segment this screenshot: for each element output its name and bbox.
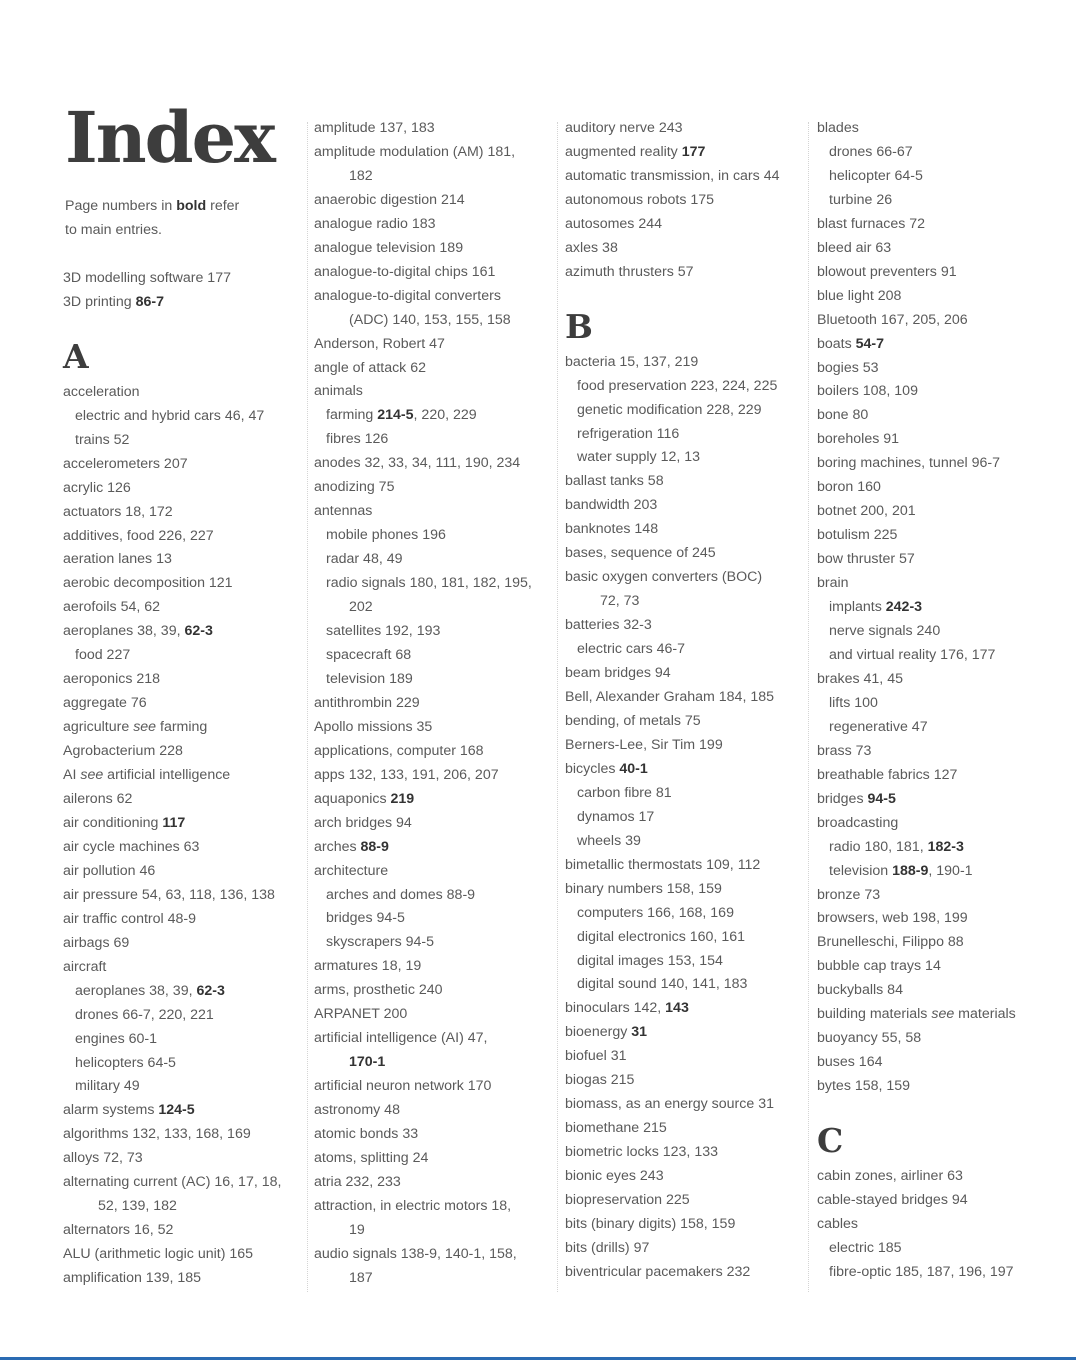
index-entry: bases, sequence of 245 [565,545,716,562]
index-subentry: satellites 192, 193 [326,623,441,640]
index-subentry: digital images 153, 154 [577,952,723,969]
index-entry: blue light 208 [817,287,902,304]
index-entry: 3D modelling software 177 [63,269,231,286]
index-entry: boron 160 [817,479,881,496]
index-entry: axles 38 [565,239,618,256]
index-entry: bits (drills) 97 [565,1239,650,1256]
index-entry: bow thruster 57 [817,551,915,568]
index-entry: analogue-to-digital chips 161 [314,263,496,280]
index-entry: anodes 32, 33, 34, 111, 190, 234 [314,455,521,472]
index-entry: algorithms 132, 133, 168, 169 [63,1126,251,1143]
index-subentry: and virtual reality 176, 177 [829,646,996,663]
index-entry: biomass, as an energy source 31 [565,1096,774,1113]
column-separator [808,122,809,1292]
index-subentry: aeroplanes 38, 39, 62-3 [75,982,225,999]
index-entry: agriculture see farming [63,719,208,736]
index-entry: air conditioning 117 [63,814,186,831]
index-entry: ailerons 62 [63,791,133,808]
index-subentry: electric cars 46-7 [577,641,686,658]
index-column-2 [314,117,550,1291]
index-entry-continuation: 72, 73 [600,593,640,610]
numeric-entries [63,267,303,315]
index-entry: bacteria 15, 137, 219 [565,353,699,370]
index-entry: beam bridges 94 [565,665,671,682]
index-entry: arches 88-9 [314,838,389,855]
index-entry: bicycles 40-1 [565,760,648,777]
index-entry: additives, food 226, 227 [63,527,214,544]
index-entry: anaerobic digestion 214 [314,191,465,208]
index-entry: AI see artificial intelligence [63,767,231,784]
index-entry: botulism 225 [817,527,898,544]
section-letter-c: C [817,1121,844,1161]
index-entry: bubble cap trays 14 [817,958,941,975]
index-entry-continuation: 52, 139, 182 [98,1198,177,1215]
index-entry: bogies 53 [817,359,879,376]
index-subentry: regenerative 47 [829,718,928,735]
index-column-4 [817,117,1057,1285]
index-entry: bridges 94-5 [817,790,896,807]
index-entry: bimetallic thermostats 109, 112 [565,856,761,873]
index-entry: apps 132, 133, 191, 206, 207 [314,766,499,783]
index-entry: cable-stayed bridges 94 [817,1192,968,1209]
index-subentry: mobile phones 196 [326,527,446,544]
index-entry: bending, of metals 75 [565,712,701,729]
index-entry: airbags 69 [63,934,130,951]
index-entry: aerobic decomposition 121 [63,575,233,592]
entries-a [63,381,303,1291]
index-entry: banknotes 148 [565,521,659,538]
index-entry: anodizing 75 [314,479,395,496]
index-subentry: electric 185 [829,1239,902,1256]
index-column-3 [565,117,805,1285]
index-entry: acrylic 126 [63,479,131,496]
index-entry: cabin zones, airliner 63 [817,1168,963,1185]
intro-text: Page numbers in [65,198,177,214]
index-subentry: nerve signals 240 [829,623,941,640]
page-title: Index [65,96,274,179]
index-entry: browsers, web 198, 199 [817,910,968,927]
index-subentry: food preservation 223, 224, 225 [577,377,778,394]
index-entry: artificial neuron network 170 [314,1078,492,1095]
index-entry: boring machines, tunnel 96-7 [817,455,1000,472]
index-entry: biogas 215 [565,1072,635,1089]
index-entry: bronze 73 [817,886,881,903]
index-entry: broadcasting [817,814,899,831]
index-entry: ballast tanks 58 [565,473,664,490]
index-subentry: computers 166, 168, 169 [577,904,734,921]
index-subentry: spacecraft 68 [326,646,412,663]
index-entry: brass 73 [817,742,872,759]
index-entry: Bluetooth 167, 205, 206 [817,311,968,328]
index-entry: acceleration [63,383,140,400]
index-entry: air cycle machines 63 [63,838,200,855]
index-entry: Berners-Lee, Sir Tim 199 [565,736,723,753]
index-subentry: lifts 100 [829,694,878,711]
index-subentry: electric and hybrid cars 46, 47 [75,407,265,424]
index-entry: biopreservation 225 [565,1192,690,1209]
index-entry: augmented reality 177 [565,143,706,160]
index-entry: autosomes 244 [565,215,663,232]
intro-bold-word: bold [176,198,207,214]
index-subentry: turbine 26 [829,191,893,208]
index-entry: boats 54-7 [817,335,885,352]
index-subentry: genetic modification 228, 229 [577,401,762,418]
index-entry: atomic bonds 33 [314,1126,419,1143]
index-entry: boilers 108, 109 [817,383,918,400]
entries-c [817,1165,1057,1285]
index-subentry: engines 60-1 [75,1030,158,1047]
index-entry-continuation: 170-1 [349,1054,386,1071]
entries-b-continued [817,117,1057,1099]
index-column-1 [63,96,303,1291]
index-entry: bone 80 [817,407,869,424]
index-entry-continuation: 182 [349,167,373,184]
index-entry: Brunelleschi, Filippo 88 [817,934,964,951]
column-separator [307,122,308,1292]
index-subentry: digital sound 140, 141, 183 [577,976,748,993]
index-entry: alternators 16, 52 [63,1222,174,1239]
section-letter-a: A [63,336,89,376]
index-entry: alloys 72, 73 [63,1150,143,1167]
section-letter-b: B [565,306,593,346]
index-entry: boreholes 91 [817,431,900,448]
column-separator [557,122,558,1292]
index-entry: bleed air 63 [817,239,892,256]
index-entry: animals [314,383,363,400]
index-entry: antithrombin 229 [314,694,420,711]
index-entry-continuation: (ADC) 140, 153, 155, 158 [349,311,511,328]
index-entry: architecture [314,862,389,879]
index-entry: biofuel 31 [565,1048,627,1065]
index-entry: amplification 139, 185 [63,1270,202,1287]
index-entry: air traffic control 48-9 [63,910,197,927]
index-entry: analogue-to-digital converters [314,287,501,304]
index-entry: attraction, in electric motors 18, [314,1197,512,1214]
index-entry: blowout preventers 91 [817,263,957,280]
index-entry: automatic transmission, in cars 44 [565,167,780,184]
index-entry: buckyballs 84 [817,982,903,999]
index-entry: basic oxygen converters (BOC) [565,569,763,586]
index-entry: applications, computer 168 [314,742,484,759]
index-entry: biventricular pacemakers 232 [565,1263,751,1280]
index-entry: air pollution 46 [63,862,156,879]
index-subentry: wheels 39 [577,832,641,849]
index-entry: atria 232, 233 [314,1173,401,1190]
index-entry: ALU (arithmetic logic unit) 165 [63,1246,254,1263]
index-entry: binoculars 142, 143 [565,1000,689,1017]
index-subentry: military 49 [75,1078,140,1095]
index-entry: brain [817,575,849,592]
index-entry: analogue television 189 [314,239,464,256]
index-entry-continuation: 19 [349,1221,365,1238]
page-bottom-rule [0,1357,1076,1360]
entries-b [565,351,805,1285]
index-entry-continuation: 202 [349,599,373,616]
entries-a-continued [565,117,805,285]
index-entry: blast furnaces 72 [817,215,926,232]
index-entry: batteries 32-3 [565,617,652,634]
index-entry: actuators 18, 172 [63,503,173,520]
index-entry: azimuth thrusters 57 [565,263,694,280]
index-entry: autonomous robots 175 [565,191,715,208]
index-entry: bioenergy 31 [565,1024,648,1041]
index-entry: angle of attack 62 [314,359,427,376]
index-entry: accelerometers 207 [63,455,188,472]
index-entry: breathable fabrics 127 [817,766,958,783]
index-entry: ARPANET 200 [314,1006,408,1023]
index-entry: aeroponics 218 [63,671,161,688]
index-entry: cables [817,1215,859,1232]
intro-text: to main entries. [65,221,162,238]
index-entry: buoyancy 55, 58 [817,1030,922,1047]
index-subentry: helicopters 64-5 [75,1054,176,1071]
index-subentry: farming 214-5, 220, 229 [326,407,477,424]
index-entry: aggregate 76 [63,695,147,712]
index-entry: Apollo missions 35 [314,718,433,735]
index-subentry: drones 66-7, 220, 221 [75,1006,214,1023]
index-entry: alarm systems 124-5 [63,1102,195,1119]
index-entry: biometric locks 123, 133 [565,1144,718,1161]
index-entry: air pressure 54, 63, 118, 136, 138 [63,886,275,903]
index-entry: amplitude 137, 183 [314,120,435,136]
index-entry: building materials see materials [817,1006,1016,1023]
index-subentry: bridges 94-5 [326,910,405,927]
index-subentry: fibres 126 [326,431,389,448]
index-entry: bandwidth 203 [565,497,658,514]
index-entry: Anderson, Robert 47 [314,335,445,352]
index-entry: brakes 41, 45 [817,670,903,687]
intro-text: refer [206,198,240,214]
index-subentry: skyscrapers 94-5 [326,934,435,951]
index-entry: bionic eyes 243 [565,1168,664,1185]
index-subentry: television 188-9, 190-1 [829,862,973,879]
index-subentry: implants 242-3 [829,599,923,616]
index-entry: bytes 158, 159 [817,1078,911,1095]
index-entry: atoms, splitting 24 [314,1149,429,1166]
index-entry: arms, prosthetic 240 [314,982,443,999]
index-subentry: digital electronics 160, 161 [577,928,745,945]
intro-note [65,195,303,243]
index-subentry: arches and domes 88-9 [326,886,476,903]
index-subentry: refrigeration 116 [577,425,680,442]
index-subentry: food 227 [75,647,131,664]
index-entry: audio signals 138-9, 140-1, 158, [314,1245,517,1262]
index-entry: botnet 200, 201 [817,503,916,520]
index-entry: amplitude modulation (AM) 181, [314,143,516,160]
index-entry-continuation: 187 [349,1269,373,1286]
index-subentry: trains 52 [75,431,130,448]
index-entry: blades [817,120,859,136]
index-entry: arch bridges 94 [314,814,412,831]
index-entry: aeroplanes 38, 39, 62-3 [63,623,213,640]
index-entry: astronomy 48 [314,1102,400,1119]
index-entry: armatures 18, 19 [314,958,422,975]
index-entry: auditory nerve 243 [565,120,683,136]
index-subentry: radio 180, 181, 182-3 [829,838,964,855]
index-entry: Bell, Alexander Graham 184, 185 [565,689,775,706]
index-entry: aquaponics 219 [314,790,415,807]
index-entry: antennas [314,503,373,520]
index-entry: biomethane 215 [565,1120,667,1137]
index-entry: 3D printing 86-7 [63,293,164,310]
index-entry: artificial intelligence (AI) 47, [314,1030,488,1047]
index-subentry: drones 66-67 [829,143,913,160]
index-subentry: fibre-optic 185, 187, 196, 197 [829,1263,1014,1280]
index-entry: analogue radio 183 [314,215,436,232]
index-entry: aerofoils 54, 62 [63,599,161,616]
index-subentry: helicopter 64-5 [829,167,923,184]
index-subentry: dynamos 17 [577,808,655,825]
index-subentry: carbon fibre 81 [577,784,672,801]
index-entry: bits (binary digits) 158, 159 [565,1215,736,1232]
index-entry: aircraft [63,958,107,975]
index-entry: Agrobacterium 228 [63,743,183,760]
index-subentry: radar 48, 49 [326,551,403,568]
index-entry: buses 164 [817,1054,883,1071]
index-entry: binary numbers 158, 159 [565,880,722,897]
index-subentry: radio signals 180, 181, 182, 195, [326,575,532,592]
index-subentry: television 189 [326,670,413,687]
index-subentry: water supply 12, 13 [577,449,701,466]
index-entry: aeration lanes 13 [63,551,172,568]
index-entry: alternating current (AC) 16, 17, 18, [63,1174,282,1191]
